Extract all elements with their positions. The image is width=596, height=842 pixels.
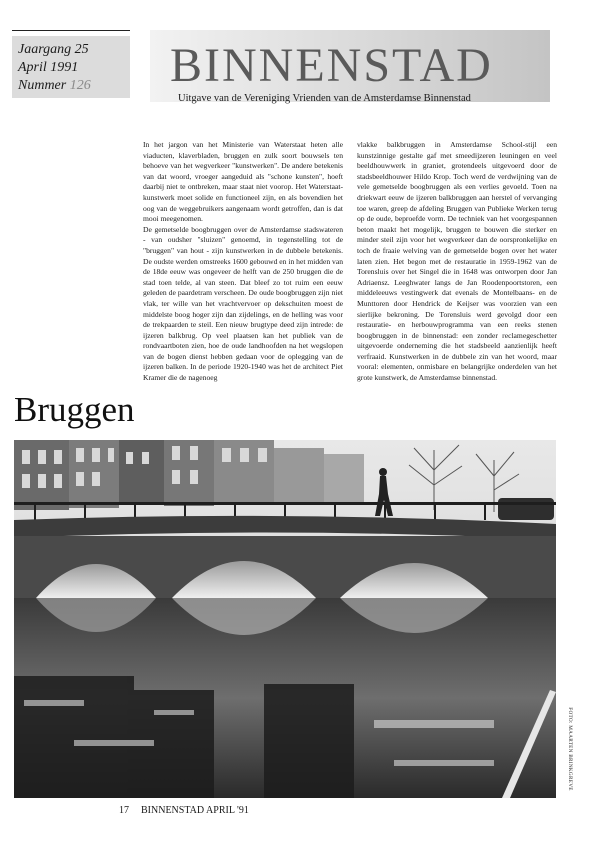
article-column-1 — [143, 140, 343, 384]
page-footer — [119, 805, 249, 816]
issue-date: April 1991 — [18, 60, 79, 75]
article-column-2 — [357, 140, 557, 384]
issue-number-line — [18, 78, 91, 93]
issue-number: 126 — [69, 78, 91, 93]
issue-volume: Jaargang 25 — [18, 42, 89, 57]
article-heading: Bruggen — [14, 390, 135, 429]
column-2-paragraph: vlakke balkbruggen in Amsterdamse School-stijl een kunstzinnige gestalte gaf met smeedijzeren leuningen en veel beeldhouwwerk in graniet, grotendeels uitgevoerd door de stadsbeeldhouwer Hildo Krop. Toch werd de verdwijning van de vele gemetselde boogbruggen als een verlies gevoeld. Toen na driekwart eeuw de ijzeren balkbruggen aan herstel of vervanging toe waren, greep de afdeling Bruggen van Publieke Werken terug op de oude, beproefde vorm. De techniek van het voorgespannen beton maakt het mogelijk, bruggen te bouwen die sterker en minder steil zijn voor het wegverkeer dan de oorspronkelijke en toch de fraaie welving van de gemetselde bogen over het water laten zien. Het begon met de restauratie in 1959-1962 van de Torensluis over het Singel die in 1648 was ontworpen door Jan Adriaensz. Leeghwater langs de Jan Roodenpoortstoren, een middeleeuws vestingwerk dat evenals de Montelbaans- en de Munttoren door Hendrick de Keijser was voorzien van een sierlijke bekroning. De Torensluis werd gevolgd door een restauratie- en herbouwprogramma van een reeks stenen boogbruggen in de binnenstad: een zonder reclamegeschetter uitgevoerde onderneming die het stadsbeeld aanzienlijk heeft verfraaid. Kunstwerken in de dubbele zin van het woord, maar vooral: elementen, onmisbare en belangrijke onderdelen van het grote kunstwerk, de Amsterdamse binnenstad. — [357, 140, 557, 383]
photo-credit — [560, 702, 573, 798]
issue-info-box — [12, 36, 130, 98]
column-1-paragraph: De gemetselde boogbruggen over de Amsterdamse stadswateren - van oudsher "sluizen" genoemd, in tegenstelling tot de "bruggen" van hout - zijn kunstwerken in de dubbele betekenis. De oudste werden omstreeks 1600 gebouwd en in het midden van de 18de eeuw was ongeveer de helft van de 250 bruggen die de stad toen telde, al van steen. Dat bleef zo tot ruim een eeuw geleden de paardetram verscheen. De oude boogbruggen zijn niet vlak, ter wille van het vrachtvervoer op dekschuiten moest de middelste boog hoger zijn dan zijdelings, en de helling was voor de trekpaarden te steil. Een nieuw brugtype deed zijn intrede: de ijzeren balkbrug. Op veel plaatsen kan het publiek van de rondvaartboten zien, hoe de oude landhoofden na het wegslopen van de bogen dienst hebben gedaan voor de oplegging van de ijzeren balken. In de periode 1920-1940 was het de architect Piet Kramer die de nagenoeg — [143, 224, 343, 383]
issue-number-label: Nummer — [18, 78, 70, 93]
running-title: BINNENSTAD APRIL '91 — [141, 805, 249, 816]
photo-credit-text: FOTO: MAARTEN BRINKGREVE — [567, 707, 573, 791]
masthead-subtitle: Uitgave van de Vereniging Vrienden van de Amsterdamse Binnenstad — [178, 93, 471, 104]
masthead-title: BINNENSTAD — [170, 39, 493, 92]
column-1-paragraph: In het jargon van het Ministerie van Waterstaat heten alle viaducten, klaverbladen, bruggen en zulk soort bouwsels ten behoeve van het wegverkeer "kunstwerken". De andere betekenis van dat woord, vroeger aangeduid als "schone kunsten", hoeft daarbij niet te ontbreken, maar staat niet voorop. Het Waterstaat-kunstwerk moet solide en functioneel zijn, en als bovendien het oog van de weggebruikers aangenaam wordt getroffen, dan is dat mooi meegenomen. — [143, 140, 343, 224]
bridge-photo — [14, 440, 556, 798]
top-rule-left — [12, 30, 130, 31]
page-number: 17 — [119, 805, 129, 816]
